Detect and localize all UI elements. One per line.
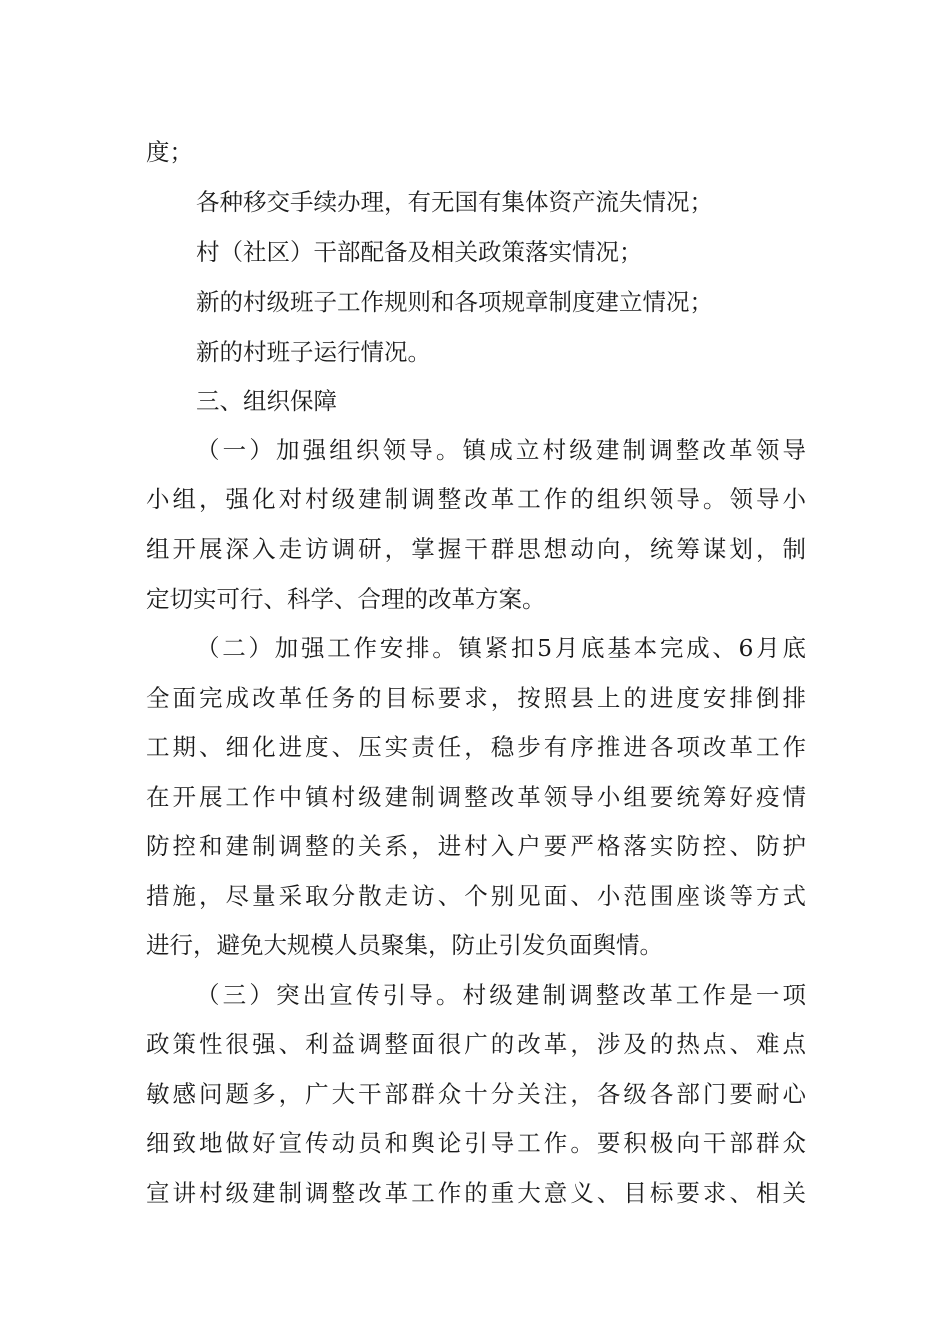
paragraph-1-line-1: （一）加强组织领导。镇成立村级建制调整改革领导 [196, 436, 806, 464]
paragraph-2-line-7: 进行，避免大规模人员聚集，防止引发负面舆情。 [146, 931, 663, 959]
section-heading: 三、组织保障 [196, 387, 337, 415]
paragraph-3-line-4: 细致地做好宣传动员和舆论引导工作。要积极向干部群众 [146, 1129, 806, 1157]
text-line-1: 度； [146, 138, 193, 166]
paragraph-3-line-5: 宣讲村级建制调整改革工作的重大意义、目标要求、相关 [146, 1179, 806, 1207]
paragraph-2-line-6: 措施，尽量采取分散走访、个别见面、小范围座谈等方式 [146, 882, 806, 910]
text-line-5: 新的村班子运行情况。 [196, 338, 431, 366]
paragraph-3-line-2: 政策性很强、利益调整面很广的改革，涉及的热点、难点 [146, 1030, 806, 1058]
paragraph-1-line-3: 组开展深入走访调研，掌握干群思想动向，统筹谋划，制 [146, 535, 806, 563]
paragraph-3-line-3: 敏感问题多，广大干部群众十分关注，各级各部门要耐心 [146, 1080, 806, 1108]
text-line-2: 各种移交手续办理，有无国有集体资产流失情况； [196, 188, 713, 216]
paragraph-3-line-1: （三）突出宣传引导。村级建制调整改革工作是一项 [196, 981, 806, 1009]
paragraph-1-line-4: 定切实可行、科学、合理的改革方案。 [146, 585, 546, 613]
paragraph-2-line-4: 在开展工作中镇村级建制调整改革领导小组要统筹好疫情 [146, 783, 806, 811]
paragraph-2-line-2: 全面完成改革任务的目标要求，按照县上的进度安排倒排 [146, 684, 806, 712]
paragraph-2-line-1: （二）加强工作安排。镇紧扣5月底基本完成、6月底 [196, 634, 806, 662]
paragraph-2-line-3: 工期、细化进度、压实责任，稳步有序推进各项改革工作 [146, 733, 806, 761]
paragraph-1-line-2: 小组，强化对村级建制调整改革工作的组织领导。领导小 [146, 485, 806, 513]
paragraph-2-line-5: 防控和建制调整的关系，进村入户要严格落实防控、防护 [146, 832, 806, 860]
text-line-4: 新的村级班子工作规则和各项规章制度建立情况； [196, 288, 713, 316]
text-line-3: 村（社区）干部配备及相关政策落实情况； [196, 238, 643, 266]
